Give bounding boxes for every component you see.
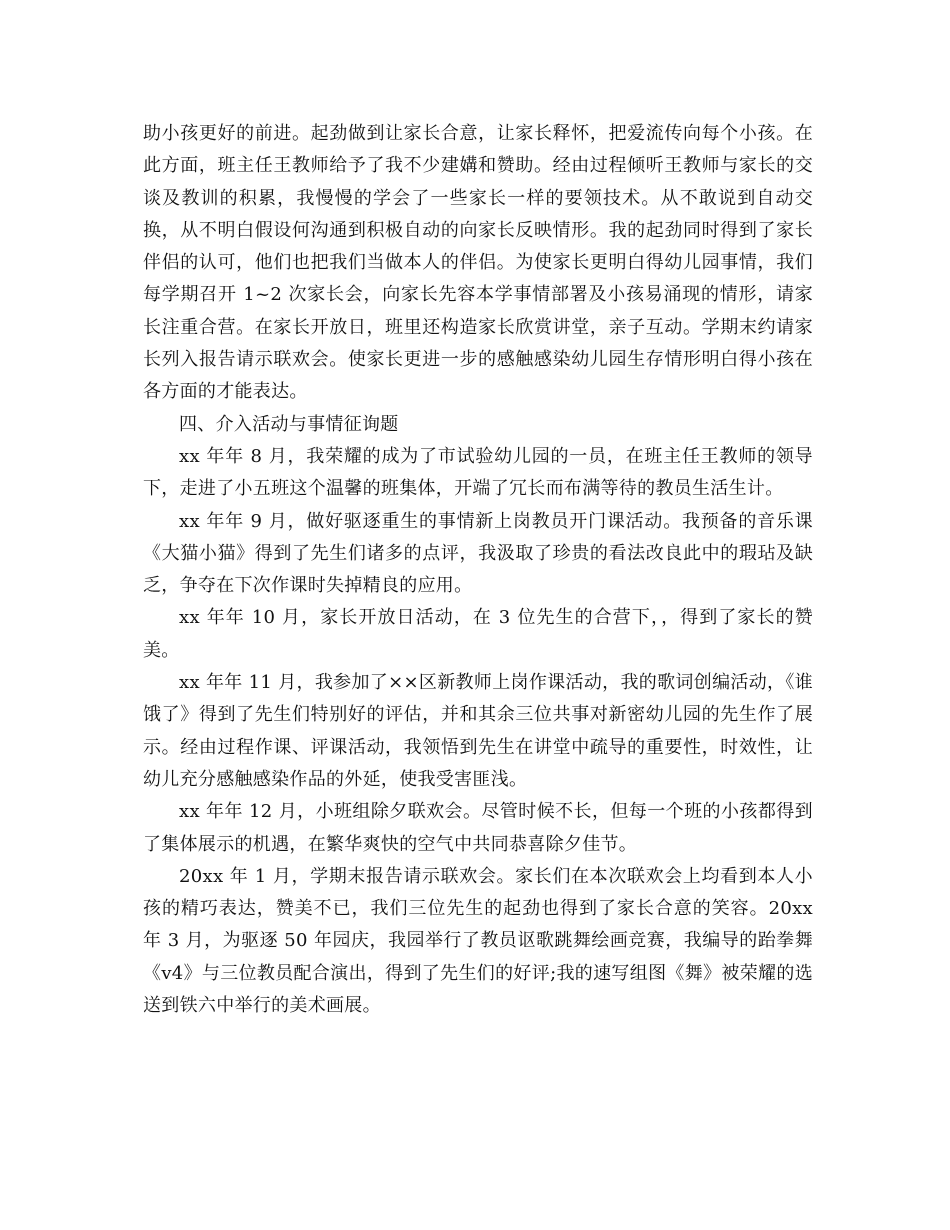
paragraph-august: xx 年年 8 月，我荣耀的成为了市试验幼儿园的一员，在班主任王教师的领导下，走进了小五班这个温馨的班集体，开端了冗长而布满等待的教员生活生计。 xyxy=(143,445,813,500)
paragraph-january-march: 20xx 年 1 月，学期末报告请示联欢会。家长们在本次联欢会上均看到本人小孩的精巧表达，赞美不已，我们三位先生的起劲也得到了家长合意的笑容。20xx 年 3 月，为驱逐 50 年园庆，我园举行了教员讴歌跳舞绘画竞赛，我编导的跆拳舞《v4》与三位教员配合演出，得到了先生们的好评;我的速写组图《舞》被荣耀的选送到铁六中举行的美术画展。 xyxy=(143,865,813,1017)
document-page xyxy=(143,118,813,1022)
paragraph-december: xx 年年 12 月，小班组除夕联欢会。尽管时候不长，但每一个班的小孩都得到了集体展示的机遇，在繁华爽快的空气中共同恭喜除夕佳节。 xyxy=(143,801,813,855)
paragraph-november: xx 年年 11 月，我参加了××区新教师上岗作课活动，我的歌词创编活动，《谁饿了》得到了先生们特别好的评估，并和其余三位共事对新密幼儿园的先生作了展示。经由过程作课、评课活动，我领悟到先生在讲堂中疏导的重要性，时效性，让幼儿充分感触感染作品的外延，使我受害匪浅。 xyxy=(143,672,813,790)
paragraph-october: xx 年年 10 月，家长开放日活动，在 3 位先生的合营下，，得到了家长的赞美。 xyxy=(143,607,813,661)
paragraph-september: xx 年年 9 月，做好驱逐重生的事情新上岗教员开门课活动。我预备的音乐课《大猫小猫》得到了先生们诸多的点评，我汲取了珍贵的看法改良此中的瑕玷及缺乏，争夺在下次作课时失掉精良的应用。 xyxy=(143,510,813,597)
section-heading-activities: 四、介入活动与事情征询题 xyxy=(179,413,399,435)
paragraph-parent-communication: 助小孩更好的前进。起劲做到让家长合意，让家长释怀，把爱流传向每个小孩。在此方面，班主任王教师给予了我不少建媾和赞助。经由过程倾听王教师与家长的交谈及教训的积累，我慢慢的学会了一些家长一样的要领技术。从不敢说到自动交换，从不明白假设何沟通到积极自动的向家长反映情形。我的起劲同时得到了家长伴侣的认可，他们也把我们当做本人的伴侣。为使家长更明白得幼儿园事情，我们每学期召开 1~2 次家长会，向家长先容本学事情部署及小孩易涌现的情形，请家长注重合营。在家长开放日，班里还构造家长欣赏讲堂，亲子互动。学期末约请家长列入报告请示联欢会。使家长更进一步的感触感染幼儿园生存情形明白得小孩在各方面的才能表达。 xyxy=(143,123,813,403)
